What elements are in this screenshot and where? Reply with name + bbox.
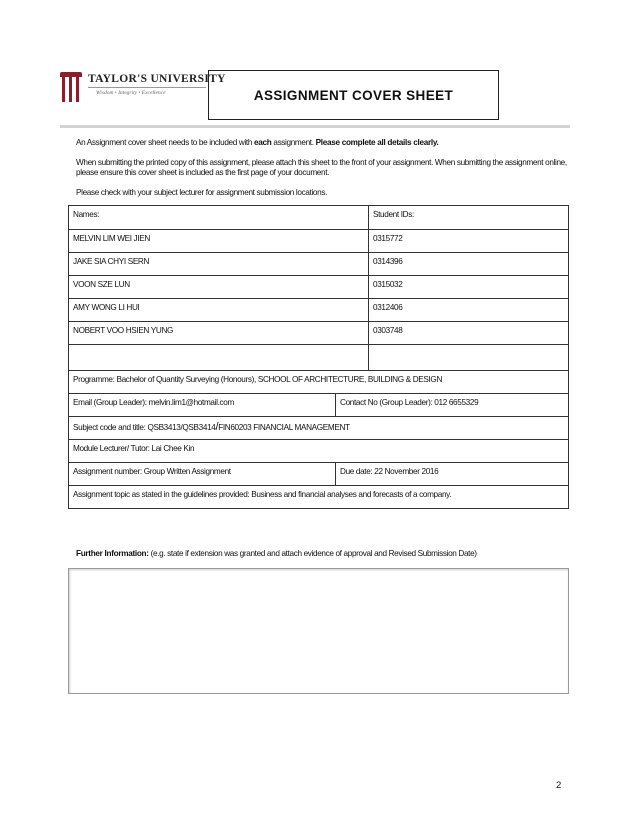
lecturer-field[interactable]: Module Lecturer/ Tutor: Lai Chee Kin	[69, 440, 569, 463]
title-box	[208, 70, 499, 120]
lecturer-row	[69, 440, 569, 463]
header-divider	[60, 125, 570, 128]
student-id[interactable]: 0303748	[369, 322, 569, 345]
due-date-field[interactable]: Due date: 22 November 2016	[336, 463, 569, 486]
student-id[interactable]: 0315772	[369, 230, 569, 253]
contact-number-field[interactable]: Contact No (Group Leader): 012 6655329	[336, 394, 569, 417]
details-table	[68, 205, 569, 509]
table-row	[69, 230, 569, 253]
page-title: ASSIGNMENT COVER SHEET	[253, 87, 454, 103]
student-id[interactable]	[369, 345, 569, 371]
assignment-row	[69, 463, 569, 486]
student-id[interactable]: 0315032	[369, 276, 569, 299]
programme-row	[69, 371, 569, 394]
names-header: Names:	[69, 206, 369, 230]
student-name[interactable]: MELVIN LIM WEI JIEN	[69, 230, 369, 253]
topic-field[interactable]: Assignment topic as stated in the guidelines provided: Business and financial analyses and forecasts of a company.	[69, 486, 569, 509]
instruction-line-1: An Assignment cover sheet needs to be included with each assignment. Please complete all details clearly.	[76, 138, 439, 147]
university-tagline: Wisdom • Integrity • Excellence	[96, 90, 166, 96]
table-row	[69, 276, 569, 299]
ids-header: Student IDs:	[369, 206, 569, 230]
university-crest-icon	[60, 72, 82, 102]
assignment-number-field[interactable]: Assignment number: Group Written Assignment	[69, 463, 336, 486]
email-field[interactable]: Email (Group Leader): melvin.lim1@hotmail.com	[69, 394, 336, 417]
student-name[interactable]: JAKE SIA CHYI SERN	[69, 253, 369, 276]
further-information-label: Further Information: (e.g. state if extension was granted and attach evidence of approval and Revised Submission Date)	[76, 549, 477, 558]
table-row	[69, 299, 569, 322]
university-name: TAYLOR'S UNIVERSITY	[88, 73, 226, 85]
table-row	[69, 253, 569, 276]
student-name[interactable]: VOON SZE LUN	[69, 276, 369, 299]
university-logo	[60, 70, 226, 104]
table-header-row	[69, 206, 569, 230]
student-id[interactable]: 0314396	[369, 253, 569, 276]
student-name[interactable]: NOBERT VOO HSIEN YUNG	[69, 322, 369, 345]
programme-field[interactable]: Programme: Bachelor of Quantity Surveying (Honours), SCHOOL OF ARCHITECTURE, BUILDING & DESIGN	[69, 371, 569, 394]
topic-row	[69, 486, 569, 509]
further-information-box[interactable]	[68, 568, 569, 694]
subject-row	[69, 417, 569, 440]
student-id[interactable]: 0312406	[369, 299, 569, 322]
table-row	[69, 345, 569, 371]
instruction-line-2: When submitting the printed copy of this assignment, please attach this sheet to the front of your assignment. When submitting the assignment online, please ensure this cover sheet is included as the first page of your document.	[76, 158, 567, 177]
contact-row	[69, 394, 569, 417]
student-name[interactable]	[69, 345, 369, 371]
student-name[interactable]: AMY WONG LI HUI	[69, 299, 369, 322]
subject-field[interactable]: Subject code and title: QSB3413/QSB3414/FIN60203 FINANCIAL MANAGEMENT	[69, 417, 569, 440]
table-row	[69, 322, 569, 345]
instruction-line-3: Please check with your subject lecturer for assignment submission locations.	[76, 188, 327, 197]
page-number: 2	[556, 780, 562, 791]
